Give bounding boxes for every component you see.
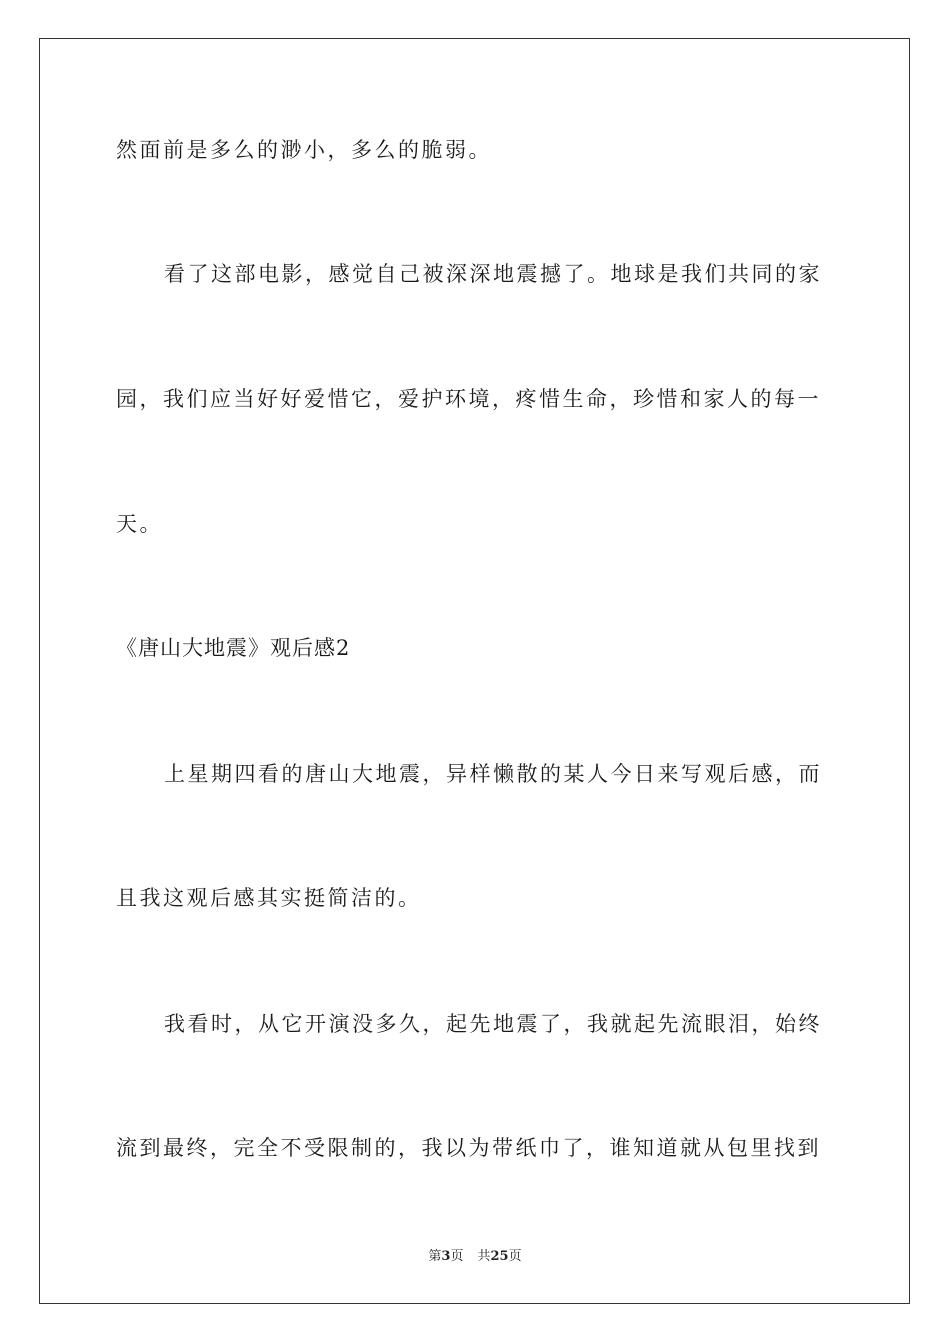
paragraph-line-5: 上星期四看的唐山大地震，异样懒散的某人今日来写观后感，而: [164, 762, 822, 786]
page-frame: [39, 38, 910, 1304]
section-heading: 《唐山大地震》观后感2: [116, 636, 351, 660]
paragraph-line-4: 天。: [116, 512, 163, 536]
paragraph-line-3: 园，我们应当好好爱惜它，爱护环境，疼惜生命，珍惜和家人的每一: [116, 387, 821, 411]
paragraph-line-7: 我看时，从它开演没多久，起先地震了，我就起先流眼泪，始终: [164, 1012, 822, 1036]
paragraph-line-2: 看了这部电影，感觉自己被深深地震撼了。地球是我们共同的家: [164, 262, 822, 286]
footer-total-prefix: 共: [477, 1249, 491, 1264]
footer-page-suffix: 页: [450, 1249, 464, 1264]
footer-page-number: 3: [441, 1249, 451, 1264]
paragraph-line-6: 且我这观后感其实挺简洁的。: [116, 886, 422, 910]
page-footer: [0, 1248, 950, 1266]
body-line-1: 然面前是多么的渺小，多么的脆弱。: [116, 138, 492, 162]
paragraph-line-8: 流到最终，完全不受限制的，我以为带纸巾了，谁知道就从包里找到: [116, 1136, 821, 1160]
footer-page-prefix: 第: [428, 1249, 442, 1264]
footer-total-suffix: 页: [508, 1249, 522, 1264]
footer-total-number: 25: [490, 1249, 509, 1264]
